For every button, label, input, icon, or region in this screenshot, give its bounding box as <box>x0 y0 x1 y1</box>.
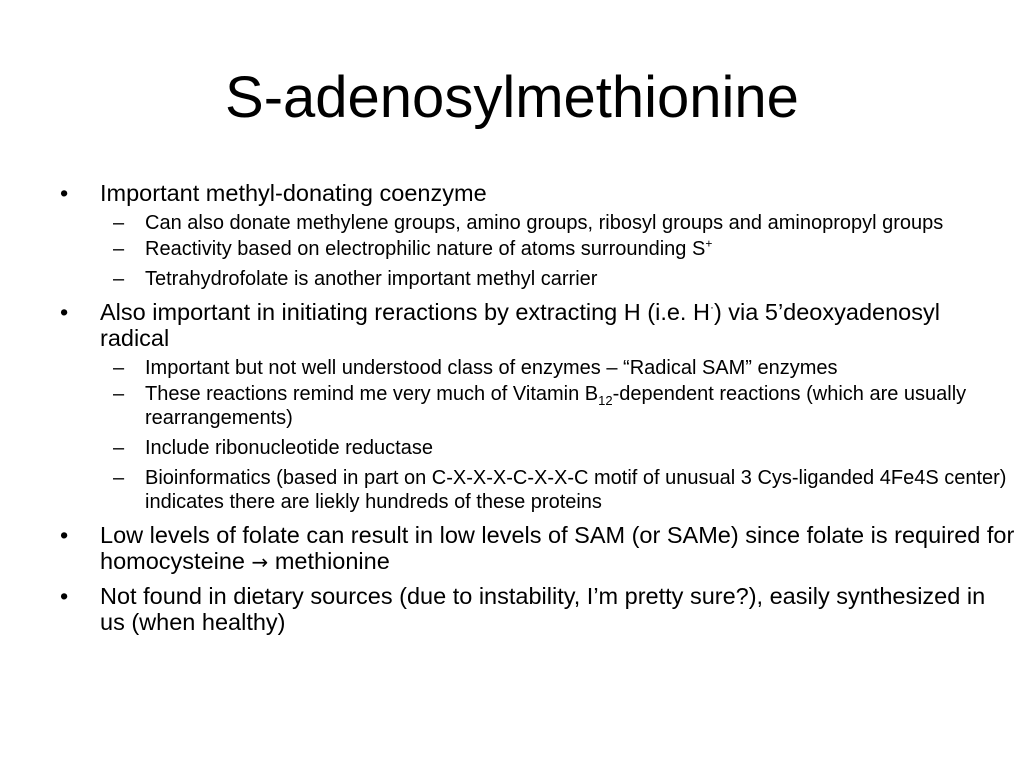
sub-bullet-item <box>60 356 1015 380</box>
bullet-text <box>100 299 940 351</box>
bullet-item <box>60 180 1015 206</box>
bullet-text: Important methyl-donating coenzyme <box>100 180 487 206</box>
sub-bullet-item <box>60 382 1015 430</box>
subscript-12: 12 <box>598 393 613 408</box>
bullet-text-a: Also important in initiating reractions by extracting H (i.e. H <box>100 299 710 325</box>
sub-bullet-item <box>60 466 1015 514</box>
sub-bullet-text: Bioinformatics (based in part on C-X-X-X-C-X-X-C motif of unusual 3 Cys-liganded 4Fe4S center) indicates there are liekly hundreds of these proteins <box>145 467 1007 513</box>
sub-bullet-text-b: -dependent reactions (which are usually rearrangements) <box>145 383 967 429</box>
sub-bullet-text-a: These reactions remind me very much of Vitamin B <box>145 383 599 405</box>
bullet-text: Not found in dietary sources (due to instability, I’m pretty sure?), easily synthesized in us (when healthy) <box>100 583 986 635</box>
bullet-marker: • <box>60 583 69 609</box>
bullet-marker: • <box>60 299 69 325</box>
bullet-text-b: methionine <box>268 548 390 574</box>
sub-bullet-marker: – <box>113 467 125 489</box>
bullet-item <box>60 299 1015 351</box>
bullet-text-a: Low levels of folate can result in low levels of SAM (or SAMe) since folate is required for homocysteine <box>100 522 1015 574</box>
sub-bullet-marker: – <box>113 268 125 290</box>
sub-bullet-item <box>60 436 1015 460</box>
bullet-marker: • <box>60 180 69 206</box>
sub-bullet-text: Important but not well understood class of enzymes – “Radical SAM” enzymes <box>145 357 838 379</box>
sub-bullet-text: Include ribonucleotide reductase <box>145 437 433 459</box>
superscript-plus: + <box>705 236 713 251</box>
slide-content <box>60 180 1015 640</box>
sub-bullet-marker: – <box>113 238 125 260</box>
sub-bullet-item <box>60 237 1015 261</box>
sub-bullet-text <box>145 237 1015 261</box>
bullet-item <box>60 522 1015 575</box>
slide-title: S-adenosylmethionine <box>225 65 799 130</box>
sub-bullet-text-main: Reactivity based on electrophilic nature of atoms surrounding S <box>145 238 706 260</box>
sub-bullet-marker: – <box>113 383 125 405</box>
bullet-marker: • <box>60 522 69 548</box>
bullet-text <box>100 522 1014 574</box>
right-arrow-icon: → <box>251 550 269 574</box>
bullet-item <box>60 583 1015 635</box>
sub-bullet-marker: – <box>113 212 125 234</box>
sub-bullet-item <box>60 211 1015 235</box>
sub-bullet-text: Tetrahydrofolate is another important methyl carrier <box>145 268 598 290</box>
sub-bullet-text <box>145 382 1015 430</box>
sub-bullet-marker: – <box>113 437 125 459</box>
sub-bullet-marker: – <box>113 357 125 379</box>
radical-dot: · <box>709 300 714 315</box>
sub-bullet-item <box>60 267 1015 291</box>
bullet-text-b: ) via 5’deoxyadenosyl radical <box>100 299 940 351</box>
sub-bullet-text: Can also donate methylene groups, amino groups, ribosyl groups and aminopropyl groups <box>145 212 944 234</box>
